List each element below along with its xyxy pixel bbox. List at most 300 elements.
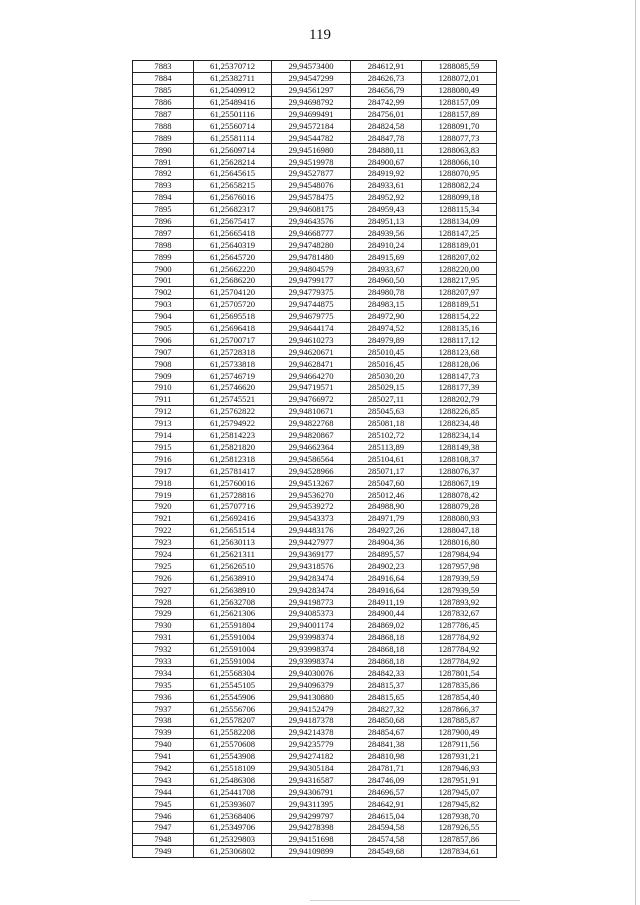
- table-row: [133, 762, 497, 774]
- longitude-cell: 29,94799177: [272, 275, 351, 287]
- longitude-cell: 29,94130880: [272, 691, 351, 703]
- table-row: [133, 227, 497, 239]
- table-row: [133, 631, 497, 643]
- x-coordinate-cell: 284960,50: [351, 275, 422, 287]
- x-coordinate-cell: 285104,61: [351, 453, 422, 465]
- longitude-cell: 29,94369177: [272, 548, 351, 560]
- point-number-cell: 7934: [133, 667, 194, 679]
- x-coordinate-cell: 284983,15: [351, 298, 422, 310]
- table-row: [133, 179, 497, 191]
- y-coordinate-cell: 1287786,45: [422, 619, 497, 631]
- latitude-cell: 61,25628214: [194, 156, 272, 168]
- y-coordinate-cell: 1287854,40: [422, 691, 497, 703]
- latitude-cell: 61,25560714: [194, 120, 272, 132]
- longitude-cell: 29,94679775: [272, 310, 351, 322]
- y-coordinate-cell: 1288108,37: [422, 453, 497, 465]
- latitude-cell: 61,25638910: [194, 572, 272, 584]
- y-coordinate-cell: 1288091,70: [422, 120, 497, 132]
- table-row: [133, 203, 497, 215]
- latitude-cell: 61,25626510: [194, 560, 272, 572]
- x-coordinate-cell: 285045,63: [351, 405, 422, 417]
- table-row: [133, 322, 497, 334]
- latitude-cell: 61,25794922: [194, 417, 272, 429]
- longitude-cell: 29,94628471: [272, 358, 351, 370]
- latitude-cell: 61,25382711: [194, 72, 272, 84]
- x-coordinate-cell: 284951,13: [351, 215, 422, 227]
- table-row: [133, 215, 497, 227]
- longitude-cell: 29,94283474: [272, 584, 351, 596]
- point-number-cell: 7942: [133, 762, 194, 774]
- longitude-cell: 29,94644174: [272, 322, 351, 334]
- y-coordinate-cell: 1287832,67: [422, 607, 497, 619]
- table-row: [133, 108, 497, 120]
- x-coordinate-cell: 284916,64: [351, 584, 422, 596]
- y-coordinate-cell: 1287939,59: [422, 584, 497, 596]
- x-coordinate-cell: 284900,67: [351, 156, 422, 168]
- coordinates-table-body: [133, 61, 497, 858]
- x-coordinate-cell: 284656,79: [351, 84, 422, 96]
- y-coordinate-cell: 1288016,80: [422, 536, 497, 548]
- y-coordinate-cell: 1287893,92: [422, 596, 497, 608]
- latitude-cell: 61,25370712: [194, 61, 272, 73]
- y-coordinate-cell: 1288147,25: [422, 227, 497, 239]
- point-number-cell: 7941: [133, 750, 194, 762]
- latitude-cell: 61,25692416: [194, 512, 272, 524]
- longitude-cell: 29,94528966: [272, 465, 351, 477]
- longitude-cell: 29,94643576: [272, 215, 351, 227]
- point-number-cell: 7917: [133, 465, 194, 477]
- latitude-cell: 61,25696418: [194, 322, 272, 334]
- y-coordinate-cell: 1288117,12: [422, 334, 497, 346]
- longitude-cell: 29,94536270: [272, 489, 351, 501]
- table-row: [133, 822, 497, 834]
- longitude-cell: 29,94744875: [272, 298, 351, 310]
- longitude-cell: 29,94822768: [272, 417, 351, 429]
- table-row: [133, 191, 497, 203]
- x-coordinate-cell: 284904,36: [351, 536, 422, 548]
- latitude-cell: 61,25591804: [194, 619, 272, 631]
- x-coordinate-cell: 284895,57: [351, 548, 422, 560]
- y-coordinate-cell: 1287784,92: [422, 643, 497, 655]
- point-number-cell: 7907: [133, 346, 194, 358]
- point-number-cell: 7892: [133, 168, 194, 180]
- x-coordinate-cell: 284868,18: [351, 631, 422, 643]
- x-coordinate-cell: 284824,58: [351, 120, 422, 132]
- x-coordinate-cell: 284612,91: [351, 61, 422, 73]
- x-coordinate-cell: 284974,52: [351, 322, 422, 334]
- y-coordinate-cell: 1288080,93: [422, 512, 497, 524]
- y-coordinate-cell: 1288202,79: [422, 393, 497, 405]
- point-number-cell: 7889: [133, 132, 194, 144]
- longitude-cell: 29,94519978: [272, 156, 351, 168]
- x-coordinate-cell: 284594,58: [351, 822, 422, 834]
- y-coordinate-cell: 1287938,70: [422, 810, 497, 822]
- longitude-cell: 29,94698792: [272, 96, 351, 108]
- table-row: [133, 810, 497, 822]
- point-number-cell: 7945: [133, 798, 194, 810]
- longitude-cell: 29,94608175: [272, 203, 351, 215]
- point-number-cell: 7886: [133, 96, 194, 108]
- table-row: [133, 239, 497, 251]
- latitude-cell: 61,25556706: [194, 703, 272, 715]
- point-number-cell: 7926: [133, 572, 194, 584]
- y-coordinate-cell: 1288217,95: [422, 275, 497, 287]
- longitude-cell: 29,94306791: [272, 786, 351, 798]
- x-coordinate-cell: 284919,92: [351, 168, 422, 180]
- table-row: [133, 524, 497, 536]
- point-number-cell: 7943: [133, 774, 194, 786]
- x-coordinate-cell: 284815,65: [351, 691, 422, 703]
- table-row: [133, 596, 497, 608]
- y-coordinate-cell: 1287857,86: [422, 833, 497, 845]
- x-coordinate-cell: 284933,61: [351, 179, 422, 191]
- point-number-cell: 7885: [133, 84, 194, 96]
- point-number-cell: 7932: [133, 643, 194, 655]
- longitude-cell: 29,94547299: [272, 72, 351, 84]
- point-number-cell: 7928: [133, 596, 194, 608]
- longitude-cell: 29,94311395: [272, 798, 351, 810]
- y-coordinate-cell: 1287931,21: [422, 750, 497, 762]
- longitude-cell: 29,94427977: [272, 536, 351, 548]
- longitude-cell: 29,94214378: [272, 726, 351, 738]
- point-number-cell: 7899: [133, 251, 194, 263]
- x-coordinate-cell: 284626,73: [351, 72, 422, 84]
- x-coordinate-cell: 285027,11: [351, 393, 422, 405]
- x-coordinate-cell: 284952,92: [351, 191, 422, 203]
- y-coordinate-cell: 1288147,73: [422, 370, 497, 382]
- y-coordinate-cell: 1288226,85: [422, 405, 497, 417]
- point-number-cell: 7909: [133, 370, 194, 382]
- table-row: [133, 691, 497, 703]
- x-coordinate-cell: 284756,01: [351, 108, 422, 120]
- longitude-cell: 29,94483176: [272, 524, 351, 536]
- table-row: [133, 572, 497, 584]
- y-coordinate-cell: 1288076,37: [422, 465, 497, 477]
- y-coordinate-cell: 1288207,97: [422, 286, 497, 298]
- x-coordinate-cell: 284842,33: [351, 667, 422, 679]
- latitude-cell: 61,25393607: [194, 798, 272, 810]
- longitude-cell: 29,94299797: [272, 810, 351, 822]
- table-row: [133, 370, 497, 382]
- point-number-cell: 7890: [133, 144, 194, 156]
- table-row: [133, 655, 497, 667]
- longitude-cell: 29,94516980: [272, 144, 351, 156]
- coordinates-table: [132, 60, 497, 858]
- latitude-cell: 61,25760016: [194, 477, 272, 489]
- longitude-cell: 29,94030076: [272, 667, 351, 679]
- latitude-cell: 61,25745521: [194, 393, 272, 405]
- y-coordinate-cell: 1288189,01: [422, 239, 497, 251]
- latitude-cell: 61,25621306: [194, 607, 272, 619]
- y-coordinate-cell: 1288079,28: [422, 500, 497, 512]
- point-number-cell: 7916: [133, 453, 194, 465]
- longitude-cell: 29,93998374: [272, 643, 351, 655]
- point-number-cell: 7894: [133, 191, 194, 203]
- point-number-cell: 7912: [133, 405, 194, 417]
- y-coordinate-cell: 1288207,02: [422, 251, 497, 263]
- point-number-cell: 7947: [133, 822, 194, 834]
- longitude-cell: 29,94513267: [272, 477, 351, 489]
- point-number-cell: 7896: [133, 215, 194, 227]
- table-row: [133, 168, 497, 180]
- point-number-cell: 7936: [133, 691, 194, 703]
- longitude-cell: 29,94543373: [272, 512, 351, 524]
- longitude-cell: 29,94001174: [272, 619, 351, 631]
- latitude-cell: 61,25762822: [194, 405, 272, 417]
- latitude-cell: 61,25728816: [194, 489, 272, 501]
- table-row: [133, 263, 497, 275]
- point-number-cell: 7921: [133, 512, 194, 524]
- longitude-cell: 29,94766972: [272, 393, 351, 405]
- point-number-cell: 7897: [133, 227, 194, 239]
- y-coordinate-cell: 1287866,37: [422, 703, 497, 715]
- point-number-cell: 7901: [133, 275, 194, 287]
- x-coordinate-cell: 284810,98: [351, 750, 422, 762]
- latitude-cell: 61,25704120: [194, 286, 272, 298]
- longitude-cell: 29,94152479: [272, 703, 351, 715]
- latitude-cell: 61,25486308: [194, 774, 272, 786]
- table-row: [133, 667, 497, 679]
- longitude-cell: 29,94235779: [272, 738, 351, 750]
- latitude-cell: 61,25489416: [194, 96, 272, 108]
- latitude-cell: 61,25682317: [194, 203, 272, 215]
- table-row: [133, 774, 497, 786]
- latitude-cell: 61,25675417: [194, 215, 272, 227]
- y-coordinate-cell: 1287946,93: [422, 762, 497, 774]
- table-row: [133, 72, 497, 84]
- y-coordinate-cell: 1287939,59: [422, 572, 497, 584]
- x-coordinate-cell: 284900,44: [351, 607, 422, 619]
- latitude-cell: 61,25591004: [194, 655, 272, 667]
- latitude-cell: 61,25707716: [194, 500, 272, 512]
- x-coordinate-cell: 284911,19: [351, 596, 422, 608]
- latitude-cell: 61,25578207: [194, 714, 272, 726]
- table-row: [133, 84, 497, 96]
- longitude-cell: 29,94573400: [272, 61, 351, 73]
- table-row: [133, 833, 497, 845]
- latitude-cell: 61,25518109: [194, 762, 272, 774]
- x-coordinate-cell: 284868,18: [351, 655, 422, 667]
- x-coordinate-cell: 284850,68: [351, 714, 422, 726]
- latitude-cell: 61,25630113: [194, 536, 272, 548]
- point-number-cell: 7918: [133, 477, 194, 489]
- longitude-cell: 29,94096379: [272, 679, 351, 691]
- y-coordinate-cell: 1288099,18: [422, 191, 497, 203]
- y-coordinate-cell: 1288123,68: [422, 346, 497, 358]
- longitude-cell: 29,94316587: [272, 774, 351, 786]
- y-coordinate-cell: 1287835,86: [422, 679, 497, 691]
- latitude-cell: 61,25543908: [194, 750, 272, 762]
- latitude-cell: 61,25591004: [194, 643, 272, 655]
- point-number-cell: 7893: [133, 179, 194, 191]
- point-number-cell: 7923: [133, 536, 194, 548]
- y-coordinate-cell: 1288085,59: [422, 61, 497, 73]
- point-number-cell: 7919: [133, 489, 194, 501]
- table-row: [133, 275, 497, 287]
- x-coordinate-cell: 284927,26: [351, 524, 422, 536]
- x-coordinate-cell: 284880,11: [351, 144, 422, 156]
- longitude-cell: 29,94610273: [272, 334, 351, 346]
- table-row: [133, 120, 497, 132]
- point-number-cell: 7933: [133, 655, 194, 667]
- scan-bottom-line: [310, 900, 520, 901]
- point-number-cell: 7940: [133, 738, 194, 750]
- y-coordinate-cell: 1288047,18: [422, 524, 497, 536]
- latitude-cell: 61,25662220: [194, 263, 272, 275]
- x-coordinate-cell: 284933,67: [351, 263, 422, 275]
- x-coordinate-cell: 284910,24: [351, 239, 422, 251]
- point-number-cell: 7913: [133, 417, 194, 429]
- point-number-cell: 7911: [133, 393, 194, 405]
- latitude-cell: 61,25306802: [194, 845, 272, 857]
- longitude-cell: 29,94527877: [272, 168, 351, 180]
- point-number-cell: 7902: [133, 286, 194, 298]
- x-coordinate-cell: 284815,37: [351, 679, 422, 691]
- table-row: [133, 714, 497, 726]
- longitude-cell: 29,94804579: [272, 263, 351, 275]
- x-coordinate-cell: 284959,43: [351, 203, 422, 215]
- point-number-cell: 7939: [133, 726, 194, 738]
- longitude-cell: 29,94810671: [272, 405, 351, 417]
- longitude-cell: 29,94668777: [272, 227, 351, 239]
- latitude-cell: 61,25581114: [194, 132, 272, 144]
- table-row: [133, 429, 497, 441]
- latitude-cell: 61,25621311: [194, 548, 272, 560]
- y-coordinate-cell: 1287801,54: [422, 667, 497, 679]
- table-row: [133, 738, 497, 750]
- longitude-cell: 29,94578475: [272, 191, 351, 203]
- x-coordinate-cell: 284742,99: [351, 96, 422, 108]
- x-coordinate-cell: 285012,46: [351, 489, 422, 501]
- scan-edge-line: [635, 0, 636, 905]
- x-coordinate-cell: 285102,72: [351, 429, 422, 441]
- latitude-cell: 61,25582208: [194, 726, 272, 738]
- x-coordinate-cell: 284980,78: [351, 286, 422, 298]
- y-coordinate-cell: 1288135,16: [422, 322, 497, 334]
- point-number-cell: 7938: [133, 714, 194, 726]
- latitude-cell: 61,25746719: [194, 370, 272, 382]
- point-number-cell: 7935: [133, 679, 194, 691]
- table-row: [133, 453, 497, 465]
- x-coordinate-cell: 284854,67: [351, 726, 422, 738]
- latitude-cell: 61,25409912: [194, 84, 272, 96]
- table-row: [133, 358, 497, 370]
- latitude-cell: 61,25329803: [194, 833, 272, 845]
- point-number-cell: 7904: [133, 310, 194, 322]
- latitude-cell: 61,25651514: [194, 524, 272, 536]
- x-coordinate-cell: 285030,20: [351, 370, 422, 382]
- latitude-cell: 61,25814223: [194, 429, 272, 441]
- y-coordinate-cell: 1287945,07: [422, 786, 497, 798]
- y-coordinate-cell: 1288189,51: [422, 298, 497, 310]
- latitude-cell: 61,25665418: [194, 227, 272, 239]
- latitude-cell: 61,25658215: [194, 179, 272, 191]
- y-coordinate-cell: 1288066,10: [422, 156, 497, 168]
- x-coordinate-cell: 285016,45: [351, 358, 422, 370]
- point-number-cell: 7900: [133, 263, 194, 275]
- table-row: [133, 500, 497, 512]
- point-number-cell: 7915: [133, 441, 194, 453]
- table-row: [133, 251, 497, 263]
- longitude-cell: 29,93998374: [272, 655, 351, 667]
- x-coordinate-cell: 284827,32: [351, 703, 422, 715]
- y-coordinate-cell: 1287926,55: [422, 822, 497, 834]
- point-number-cell: 7905: [133, 322, 194, 334]
- longitude-cell: 29,94586564: [272, 453, 351, 465]
- y-coordinate-cell: 1287885,87: [422, 714, 497, 726]
- point-number-cell: 7895: [133, 203, 194, 215]
- latitude-cell: 61,25695518: [194, 310, 272, 322]
- table-row: [133, 298, 497, 310]
- table-row: [133, 786, 497, 798]
- y-coordinate-cell: 1288149,38: [422, 441, 497, 453]
- table-row: [133, 61, 497, 73]
- longitude-cell: 29,94572184: [272, 120, 351, 132]
- y-coordinate-cell: 1288220,00: [422, 263, 497, 275]
- latitude-cell: 61,25686220: [194, 275, 272, 287]
- y-coordinate-cell: 1288134,09: [422, 215, 497, 227]
- y-coordinate-cell: 1287911,56: [422, 738, 497, 750]
- latitude-cell: 61,25638910: [194, 584, 272, 596]
- point-number-cell: 7903: [133, 298, 194, 310]
- x-coordinate-cell: 284902,23: [351, 560, 422, 572]
- latitude-cell: 61,25568304: [194, 667, 272, 679]
- y-coordinate-cell: 1287945,82: [422, 798, 497, 810]
- latitude-cell: 61,25746620: [194, 382, 272, 394]
- x-coordinate-cell: 285081,18: [351, 417, 422, 429]
- y-coordinate-cell: 1288078,42: [422, 489, 497, 501]
- table-row: [133, 548, 497, 560]
- x-coordinate-cell: 284847,78: [351, 132, 422, 144]
- longitude-cell: 29,94539272: [272, 500, 351, 512]
- table-row: [133, 382, 497, 394]
- point-number-cell: 7925: [133, 560, 194, 572]
- longitude-cell: 29,94318576: [272, 560, 351, 572]
- x-coordinate-cell: 284915,69: [351, 251, 422, 263]
- longitude-cell: 29,94561297: [272, 84, 351, 96]
- x-coordinate-cell: 284972,90: [351, 310, 422, 322]
- latitude-cell: 61,25640319: [194, 239, 272, 251]
- point-number-cell: 7927: [133, 584, 194, 596]
- point-number-cell: 7946: [133, 810, 194, 822]
- y-coordinate-cell: 1288234,48: [422, 417, 497, 429]
- point-number-cell: 7924: [133, 548, 194, 560]
- table-row: [133, 512, 497, 524]
- y-coordinate-cell: 1288070,95: [422, 168, 497, 180]
- x-coordinate-cell: 284696,57: [351, 786, 422, 798]
- longitude-cell: 29,94820867: [272, 429, 351, 441]
- y-coordinate-cell: 1288063,83: [422, 144, 497, 156]
- longitude-cell: 29,94544782: [272, 132, 351, 144]
- point-number-cell: 7908: [133, 358, 194, 370]
- y-coordinate-cell: 1288082,24: [422, 179, 497, 191]
- x-coordinate-cell: 284615,04: [351, 810, 422, 822]
- table-row: [133, 607, 497, 619]
- point-number-cell: 7922: [133, 524, 194, 536]
- y-coordinate-cell: 1287834,61: [422, 845, 497, 857]
- y-coordinate-cell: 1287984,94: [422, 548, 497, 560]
- y-coordinate-cell: 1288115,34: [422, 203, 497, 215]
- longitude-cell: 29,94085373: [272, 607, 351, 619]
- longitude-cell: 29,94198773: [272, 596, 351, 608]
- table-row: [133, 441, 497, 453]
- table-row: [133, 560, 497, 572]
- latitude-cell: 61,25705720: [194, 298, 272, 310]
- point-number-cell: 7931: [133, 631, 194, 643]
- y-coordinate-cell: 1287951,91: [422, 774, 497, 786]
- longitude-cell: 29,94748280: [272, 239, 351, 251]
- longitude-cell: 29,94699491: [272, 108, 351, 120]
